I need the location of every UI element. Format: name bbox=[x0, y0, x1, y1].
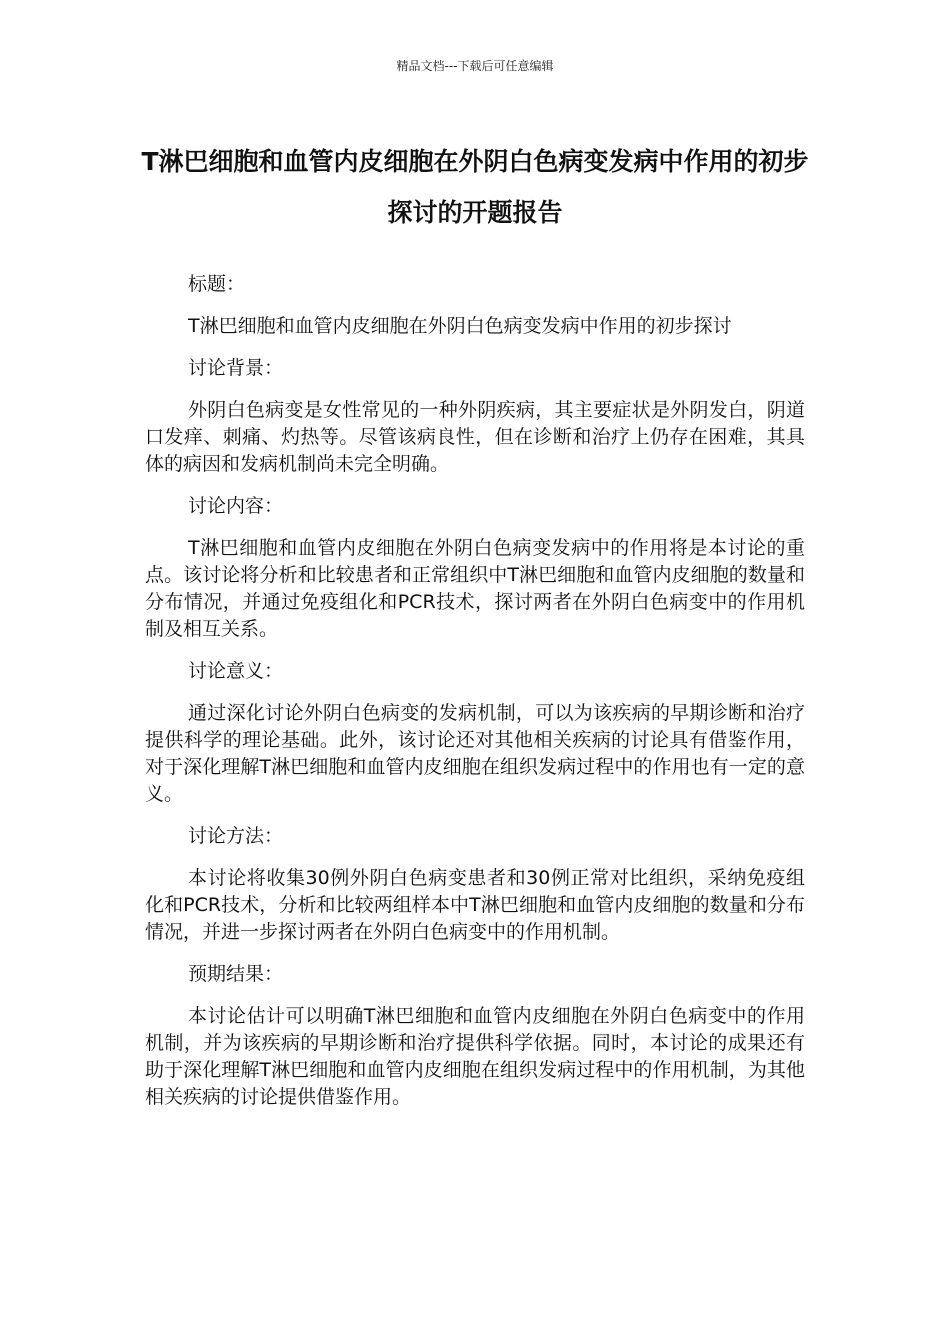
section-label-content: 讨论内容： bbox=[188, 495, 284, 517]
section-text-title: T淋巴细胞和血管内皮细胞在外阴白色病变发病中作用的初步探讨 bbox=[188, 315, 732, 337]
section-label-methods: 讨论方法： bbox=[188, 825, 284, 847]
section-label-background: 讨论背景： bbox=[188, 357, 284, 379]
section-text-significance: 通过深化讨论外阴白色病变的发病机制，可以为该疾病的早期诊断和治疗提供科学的理论基础。此外，该讨论还对其他相关疾病的讨论具有借鉴作用，对于深化理解T淋巴细胞和血管内皮细胞在组织发病过程中的作用也有一定的意义。 bbox=[145, 702, 805, 805]
document-body bbox=[145, 271, 805, 1126]
section-label-significance: 讨论意义： bbox=[188, 660, 284, 682]
section-text-expected-results: 本讨论估计可以明确T淋巴细胞和血管内皮细胞在外阴白色病变中的作用机制，并为该疾病的早期诊断和治疗提供科学依据。同时，本讨论的成果还有助于深化理解T淋巴细胞和血管内皮细胞在组织发病过程中的作用机制，为其他相关疾病的讨论提供借鉴作用。 bbox=[145, 1005, 805, 1108]
section-text-content: T淋巴细胞和血管内皮细胞在外阴白色病变发病中的作用将是本讨论的重点。该讨论将分析和比较患者和正常组织中T淋巴细胞和血管内皮细胞的数量和分布情况，并通过免疫组化和PCR技术，探讨两者在外阴白色病变中的作用机制及相互关系。 bbox=[145, 537, 805, 640]
header-note: 精品文档---下载后可任意编辑 bbox=[396, 59, 554, 73]
section-label-expected-results: 预期结果： bbox=[188, 963, 284, 985]
document-title: T淋巴细胞和血管内皮细胞在外阴白色病变发病中作用的初步探讨的开题报告 bbox=[141, 147, 809, 227]
section-text-background: 外阴白色病变是女性常见的一种外阴疾病，其主要症状是外阴发白，阴道口发痒、刺痛、灼热等。尽管该病良性，但在诊断和治疗上仍存在困难，其具体的病因和发病机制尚未完全明确。 bbox=[145, 399, 805, 475]
section-label-title: 标题： bbox=[188, 273, 246, 295]
section-text-methods: 本讨论将收集30例外阴白色病变患者和30例正常对比组织，采纳免疫组化和PCR技术，分析和比较两组样本中T淋巴细胞和血管内皮细胞的数量和分布情况，并进一步探讨两者在外阴白色病变中的作用机制。 bbox=[145, 867, 805, 943]
